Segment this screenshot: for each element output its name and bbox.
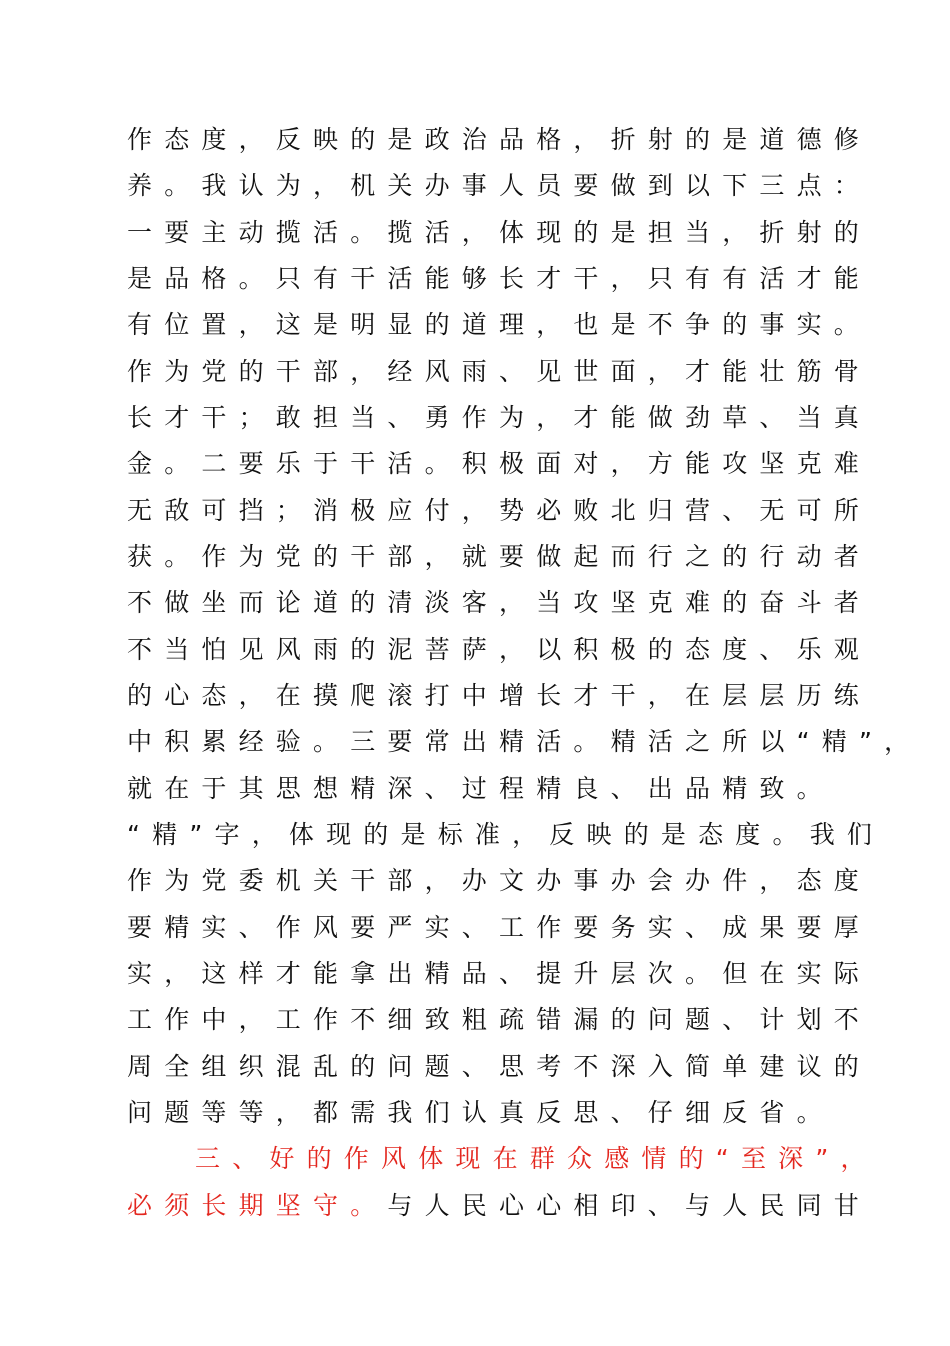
body-line: 获。作为党的干部，就要做起而行之的行动者 bbox=[127, 542, 872, 571]
body-line: 工作中，工作不细致粗疏错漏的问题、计划不 bbox=[127, 1005, 872, 1034]
body-line: 不当怕见风雨的泥菩萨，以积极的态度、乐观 bbox=[127, 635, 872, 664]
body-line: 作为党的干部，经风雨、见世面，才能壮筋骨 bbox=[127, 357, 872, 386]
body-line: 一要主动揽活。揽活，体现的是担当，折射的 bbox=[127, 218, 872, 247]
body-text-after-heading: 与人民心心相印、与人民同甘 bbox=[387, 1191, 872, 1220]
body-line: 长才干；敢担当、勇作为，才能做劲草、当真 bbox=[127, 403, 872, 432]
body-line: 养。我认为，机关办事人员要做到以下三点： bbox=[127, 171, 872, 200]
body-line: 的心态，在摸爬滚打中增长才干，在层层历练 bbox=[127, 681, 872, 710]
body-line: 作为党委机关干部，办文办事办会办件，态度 bbox=[127, 866, 872, 895]
body-line: 实，这样才能拿出精品、提升层次。但在实际 bbox=[127, 959, 872, 988]
body-line: 有位置，这是明显的道理，也是不争的事实。 bbox=[127, 310, 872, 339]
body-line: 作态度，反映的是政治品格，折射的是道德修 bbox=[127, 125, 872, 154]
section-heading: 三、好的作风体现在群众感情的“至深”， bbox=[195, 1144, 878, 1173]
body-line: 中积累经验。三要常出精活。精活之所以“精”， bbox=[127, 727, 922, 756]
body-line: 就在于其思想精深、过程精良、出品精致。 bbox=[127, 774, 834, 803]
body-line: “精”字，体现的是标准，反映的是态度。我们 bbox=[127, 820, 885, 849]
section-heading-end: 必须长期坚守。 bbox=[127, 1191, 388, 1220]
body-line: 问题等等，都需我们认真反思、仔细反省。 bbox=[127, 1098, 834, 1127]
body-line: 不做坐而论道的清淡客，当攻坚克难的奋斗者 bbox=[127, 588, 872, 617]
body-line: 要精实、作风要严实、工作要务实、成果要厚 bbox=[127, 913, 872, 942]
body-line: 周全组织混乱的问题、思考不深入简单建议的 bbox=[127, 1052, 872, 1081]
body-line: 无敌可挡；消极应付，势必败北归营、无可所 bbox=[127, 496, 872, 525]
body-line: 金。二要乐于干活。积极面对，方能攻坚克难 bbox=[127, 449, 872, 478]
body-line: 是品格。只有干活能够长才干，只有有活才能 bbox=[127, 264, 872, 293]
heading-continuation-line bbox=[127, 1183, 887, 1229]
